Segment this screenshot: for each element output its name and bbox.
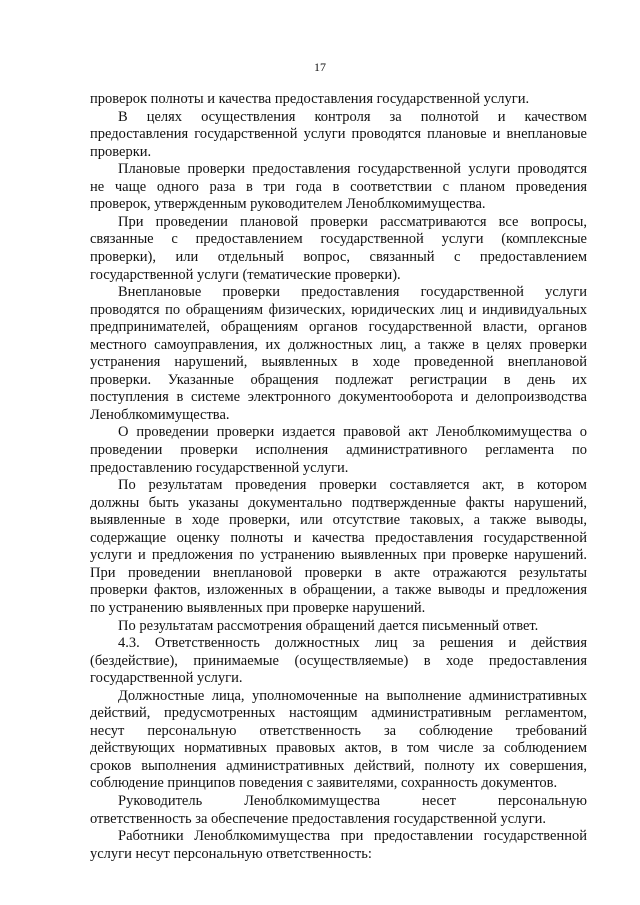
text-line: содержащие оценку полноты и качества предоставления государственной (90, 529, 587, 546)
text-line: ответственность за обеспечение предоставления государственной услуги. (90, 810, 547, 827)
text-line: устранения нарушений, выявленных в ходе проведенной внеплановой (90, 354, 587, 371)
text-line: поступления в системе электронного документооборота и делопроизводства (90, 389, 587, 406)
text-line: связанные с предоставлением государственной услуги (комплексные (90, 231, 587, 248)
text-line: По результатам рассмотрения обращений дается письменный ответ. (118, 617, 539, 634)
text-line: предоставлению государственной услуги. (90, 459, 349, 476)
text-line: (бездействие), принимаемые (осуществляемые) в ходе предоставления (90, 652, 587, 669)
text-line: предоставления государственной услуги проводятся плановые и внеплановые (90, 126, 587, 143)
text-line: О проведении проверки издается правовой акт Леноблкомимущества о (118, 424, 587, 441)
text-line: по устранению выявленных при проверке нарушений. (90, 599, 426, 616)
page-number: 17 (314, 60, 326, 74)
text-line: 4.3. Ответственность должностных лиц за решения и действия (118, 635, 587, 652)
text-line: Леноблкомимущества. (90, 406, 230, 423)
text-line: государственной услуги (тематические проверки). (90, 266, 401, 283)
text-line: услуги и предложения по устранению выявленных при проверке нарушений. (90, 547, 587, 564)
text-line: местного самоуправления, их должностных лиц, а также в целях проверки (90, 336, 587, 353)
text-line: предпринимателей, обращениям органов государственной власти, органов (90, 319, 587, 336)
text-line: выявленные в ходе проверки, или отсутствие таковых, а также выводы, (90, 512, 587, 529)
text-line: не чаще одного раза в три года в соответствии с планом проведения (90, 178, 587, 195)
text-line: проверки), или отдельный вопрос, связанный с предоставлением (90, 248, 587, 265)
text-line: В целях осуществления контроля за полнотой и качеством (118, 108, 587, 125)
text-line: проверки. Указанные обращения подлежат регистрации в день их (90, 371, 587, 388)
text-line: услуги несут персональную ответственность: (90, 845, 372, 862)
text-line: проверок, утвержденным руководителем Леноблкомимущества. (90, 196, 486, 213)
text-line: проверки фактов, изложенных в обращении, а также выводы и предложения (90, 582, 587, 599)
text-line: действий, предусмотренных настоящим административным регламентом, (90, 705, 587, 722)
text-line: При проведении плановой проверки рассматриваются все вопросы, (118, 213, 587, 230)
text-line: При проведении внеплановой проверки в акте отражаются результаты (90, 564, 587, 581)
text-line: проводятся по обращениям физических, юридических лиц и индивидуальных (90, 301, 587, 318)
text-line: соблюдение принципов поведения с заявителями, сохранность документов. (90, 775, 558, 792)
text-line: Работники Леноблкомимущества при предоставлении государственной (118, 828, 587, 845)
text-line: проведении проверки исполнения административного регламента по (90, 442, 587, 458)
text-line: действующих нормативных правовых актов, в том числе за соблюдением (90, 740, 587, 757)
text-line: государственной услуги. (90, 670, 243, 687)
text-line: проверок полноты и качества предоставления государственной услуги. (90, 91, 530, 107)
text-line: Внеплановые проверки предоставления государственной услуги (118, 284, 587, 301)
text-line: сроков выполнения административных действий, полноту их совершения, (90, 757, 587, 774)
text-line: Должностные лица, уполномоченные на выполнение административных (118, 687, 587, 704)
text-line: должны быть указаны документально подтвержденные факты нарушений, (90, 494, 587, 511)
text-line: несут персональную ответственность за соблюдение требований (90, 722, 587, 739)
text-line: Руководитель Леноблкомимущества несет персональную (118, 793, 587, 809)
text-line: По результатам проведения проверки составляется акт, в котором (118, 477, 587, 494)
text-line: проверки. (90, 143, 152, 160)
text-line: Плановые проверки предоставления государственной услуги проводятся (118, 161, 587, 178)
